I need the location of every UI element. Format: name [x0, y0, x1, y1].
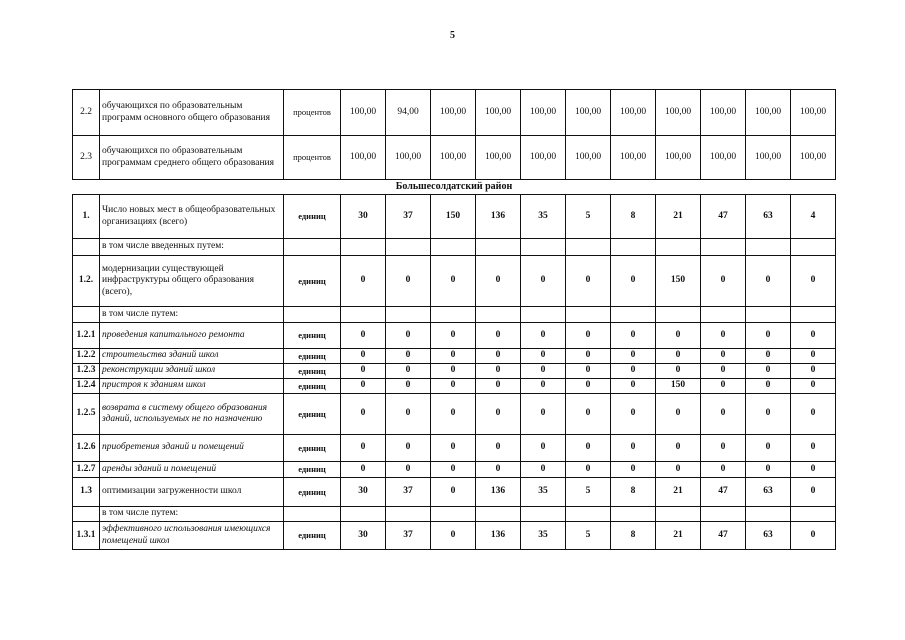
value-cell: 0 — [341, 462, 386, 478]
indicator-table-top — [72, 89, 836, 180]
value-cell: 100,00 — [341, 136, 386, 180]
indicator-name-cell: аренды зданий и помещений — [100, 462, 284, 478]
value-cell: 0 — [746, 379, 791, 394]
value-cell: 5 — [566, 195, 611, 239]
value-cell: 100,00 — [341, 90, 386, 136]
value-cell: 0 — [701, 462, 746, 478]
row-number-cell — [73, 307, 100, 323]
value-cell — [431, 507, 476, 522]
table-row — [73, 136, 836, 180]
value-cell: 0 — [746, 435, 791, 462]
value-cell — [656, 507, 701, 522]
value-cell: 100,00 — [656, 136, 701, 180]
unit-cell: единиц — [284, 379, 341, 394]
value-cell: 0 — [701, 364, 746, 379]
value-cell: 100,00 — [431, 90, 476, 136]
value-cell — [701, 507, 746, 522]
value-cell: 0 — [521, 462, 566, 478]
value-cell: 8 — [611, 195, 656, 239]
value-cell: 0 — [476, 364, 521, 379]
value-cell: 100,00 — [476, 136, 521, 180]
value-cell — [656, 307, 701, 323]
value-cell: 0 — [341, 256, 386, 307]
row-number-cell: 1. — [73, 195, 100, 239]
value-cell: 0 — [746, 462, 791, 478]
value-cell: 100,00 — [431, 136, 476, 180]
value-cell: 0 — [611, 379, 656, 394]
value-cell: 100,00 — [701, 90, 746, 136]
unit-cell — [284, 307, 341, 323]
value-cell — [386, 507, 431, 522]
table-row — [73, 507, 836, 522]
row-number-cell: 1.2. — [73, 256, 100, 307]
value-cell — [746, 307, 791, 323]
table-row — [73, 90, 836, 136]
value-cell — [521, 307, 566, 323]
value-cell — [341, 239, 386, 256]
value-cell: 100,00 — [746, 90, 791, 136]
value-cell: 100,00 — [386, 136, 431, 180]
table-row — [73, 462, 836, 478]
value-cell: 0 — [386, 462, 431, 478]
value-cell: 100,00 — [656, 90, 701, 136]
table-row — [73, 323, 836, 349]
value-cell — [701, 307, 746, 323]
indicator-name-cell: строительства зданий школ — [100, 349, 284, 364]
indicator-name-cell: реконструкции зданий школ — [100, 364, 284, 379]
table-row — [73, 364, 836, 379]
indicator-name-cell: обучающихся по образовательным программ основного общего образования — [100, 90, 284, 136]
value-cell — [341, 307, 386, 323]
value-cell — [746, 239, 791, 256]
row-number-cell: 2.2 — [73, 90, 100, 136]
value-cell: 37 — [386, 195, 431, 239]
value-cell: 100,00 — [791, 90, 836, 136]
value-cell — [431, 307, 476, 323]
row-number-cell: 1.2.6 — [73, 435, 100, 462]
value-cell: 0 — [341, 379, 386, 394]
table-row — [73, 435, 836, 462]
value-cell: 21 — [656, 195, 701, 239]
value-cell: 0 — [611, 394, 656, 435]
value-cell: 0 — [566, 349, 611, 364]
value-cell: 0 — [566, 364, 611, 379]
indicator-name-cell: модернизации существующей инфраструктуры общего образования (всего), — [100, 256, 284, 307]
value-cell: 0 — [746, 349, 791, 364]
value-cell: 0 — [611, 435, 656, 462]
value-cell: 0 — [791, 323, 836, 349]
row-number-cell: 1.2.4 — [73, 379, 100, 394]
value-cell: 0 — [791, 478, 836, 507]
unit-cell: единиц — [284, 364, 341, 379]
value-cell: 0 — [566, 323, 611, 349]
value-cell: 0 — [386, 256, 431, 307]
value-cell: 0 — [701, 323, 746, 349]
value-cell: 0 — [476, 349, 521, 364]
value-cell: 0 — [521, 435, 566, 462]
value-cell: 100,00 — [611, 136, 656, 180]
value-cell: 150 — [656, 379, 701, 394]
value-cell: 21 — [656, 522, 701, 550]
value-cell: 0 — [341, 364, 386, 379]
indicator-table-region — [72, 194, 836, 550]
value-cell: 0 — [386, 435, 431, 462]
indicator-name-cell: приобретения зданий и помещений — [100, 435, 284, 462]
unit-cell: единиц — [284, 478, 341, 507]
value-cell — [791, 307, 836, 323]
value-cell: 0 — [656, 394, 701, 435]
value-cell: 0 — [791, 522, 836, 550]
value-cell — [701, 239, 746, 256]
value-cell: 0 — [386, 394, 431, 435]
value-cell: 0 — [611, 349, 656, 364]
value-cell — [611, 239, 656, 256]
value-cell: 0 — [656, 364, 701, 379]
unit-cell: процентов — [284, 136, 341, 180]
value-cell: 0 — [521, 323, 566, 349]
value-cell: 0 — [386, 349, 431, 364]
value-cell: 0 — [386, 379, 431, 394]
indicator-name-cell: обучающихся по образовательным программам среднего общего образования — [100, 136, 284, 180]
value-cell: 0 — [521, 394, 566, 435]
value-cell: 0 — [791, 379, 836, 394]
value-cell: 0 — [341, 435, 386, 462]
value-cell: 0 — [476, 435, 521, 462]
unit-cell: единиц — [284, 394, 341, 435]
row-number-cell: 1.2.5 — [73, 394, 100, 435]
indicator-name-cell: эффективного использования имеющихся помещений школ — [100, 522, 284, 550]
value-cell: 0 — [701, 379, 746, 394]
value-cell: 47 — [701, 478, 746, 507]
value-cell — [431, 239, 476, 256]
value-cell — [521, 507, 566, 522]
value-cell — [611, 307, 656, 323]
value-cell: 0 — [431, 462, 476, 478]
value-cell: 35 — [521, 478, 566, 507]
value-cell — [476, 507, 521, 522]
value-cell: 4 — [791, 195, 836, 239]
unit-cell: единиц — [284, 256, 341, 307]
row-number-cell: 1.2.7 — [73, 462, 100, 478]
value-cell — [476, 307, 521, 323]
value-cell: 8 — [611, 478, 656, 507]
value-cell — [386, 307, 431, 323]
value-cell: 0 — [431, 522, 476, 550]
table-row — [73, 256, 836, 307]
value-cell: 0 — [791, 349, 836, 364]
value-cell: 63 — [746, 195, 791, 239]
value-cell: 0 — [746, 323, 791, 349]
value-cell: 63 — [746, 522, 791, 550]
value-cell: 100,00 — [521, 90, 566, 136]
row-number-cell: 1.2.3 — [73, 364, 100, 379]
value-cell: 0 — [611, 364, 656, 379]
unit-cell — [284, 507, 341, 522]
value-cell: 0 — [791, 256, 836, 307]
value-cell: 5 — [566, 522, 611, 550]
value-cell: 0 — [431, 349, 476, 364]
value-cell: 0 — [431, 478, 476, 507]
value-cell — [341, 507, 386, 522]
table-row — [73, 478, 836, 507]
indicator-name-cell: Число новых мест в общеобразовательных организациях (всего) — [100, 195, 284, 239]
value-cell: 0 — [521, 364, 566, 379]
value-cell: 0 — [701, 394, 746, 435]
value-cell: 0 — [611, 462, 656, 478]
value-cell: 0 — [476, 256, 521, 307]
row-number-cell: 1.2.1 — [73, 323, 100, 349]
value-cell: 63 — [746, 478, 791, 507]
value-cell: 100,00 — [521, 136, 566, 180]
value-cell: 0 — [566, 379, 611, 394]
value-cell: 35 — [521, 522, 566, 550]
row-number-cell: 1.2.2 — [73, 349, 100, 364]
indicator-name-cell: в том числе путем: — [100, 507, 284, 522]
value-cell: 0 — [341, 323, 386, 349]
value-cell: 0 — [791, 462, 836, 478]
value-cell: 0 — [746, 256, 791, 307]
value-cell: 35 — [521, 195, 566, 239]
value-cell: 0 — [611, 256, 656, 307]
indicator-name-cell: в том числе путем: — [100, 307, 284, 323]
value-cell: 100,00 — [611, 90, 656, 136]
value-cell: 100,00 — [476, 90, 521, 136]
value-cell: 100,00 — [566, 136, 611, 180]
row-number-cell: 2.3 — [73, 136, 100, 180]
unit-cell: процентов — [284, 90, 341, 136]
table-row — [73, 394, 836, 435]
value-cell: 0 — [791, 435, 836, 462]
table-row — [73, 239, 836, 256]
indicator-name-cell: проведения капитального ремонта — [100, 323, 284, 349]
value-cell — [566, 307, 611, 323]
value-cell: 136 — [476, 195, 521, 239]
row-number-cell: 1.3.1 — [73, 522, 100, 550]
value-cell: 47 — [701, 195, 746, 239]
value-cell: 100,00 — [791, 136, 836, 180]
value-cell: 0 — [431, 394, 476, 435]
value-cell: 0 — [386, 364, 431, 379]
value-cell: 100,00 — [566, 90, 611, 136]
value-cell: 0 — [566, 435, 611, 462]
value-cell: 0 — [341, 349, 386, 364]
table-row — [73, 522, 836, 550]
value-cell: 150 — [431, 195, 476, 239]
value-cell — [791, 507, 836, 522]
value-cell: 0 — [656, 349, 701, 364]
indicator-name-cell: возврата в систему общего образования зданий, используемых не по назначению — [100, 394, 284, 435]
value-cell: 0 — [656, 323, 701, 349]
value-cell: 0 — [746, 364, 791, 379]
row-number-cell — [73, 507, 100, 522]
table-row — [73, 379, 836, 394]
value-cell: 0 — [746, 394, 791, 435]
value-cell: 30 — [341, 522, 386, 550]
value-cell: 0 — [791, 364, 836, 379]
value-cell: 5 — [566, 478, 611, 507]
value-cell: 0 — [476, 379, 521, 394]
unit-cell: единиц — [284, 435, 341, 462]
value-cell — [386, 239, 431, 256]
value-cell: 0 — [431, 323, 476, 349]
value-cell — [476, 239, 521, 256]
value-cell — [611, 507, 656, 522]
value-cell — [656, 239, 701, 256]
value-cell: 0 — [521, 256, 566, 307]
value-cell: 37 — [386, 522, 431, 550]
value-cell: 0 — [476, 394, 521, 435]
value-cell: 0 — [476, 462, 521, 478]
value-cell: 0 — [521, 379, 566, 394]
value-cell: 0 — [566, 462, 611, 478]
value-cell: 21 — [656, 478, 701, 507]
value-cell: 0 — [431, 256, 476, 307]
page-number: 5 — [450, 30, 455, 41]
value-cell: 0 — [476, 323, 521, 349]
value-cell: 30 — [341, 478, 386, 507]
value-cell: 0 — [566, 256, 611, 307]
row-number-cell: 1.3 — [73, 478, 100, 507]
value-cell — [566, 507, 611, 522]
unit-cell — [284, 239, 341, 256]
value-cell: 136 — [476, 522, 521, 550]
value-cell: 0 — [656, 435, 701, 462]
value-cell: 100,00 — [746, 136, 791, 180]
value-cell: 8 — [611, 522, 656, 550]
value-cell: 0 — [566, 394, 611, 435]
value-cell: 0 — [521, 349, 566, 364]
indicator-name-cell: оптимизации загруженности школ — [100, 478, 284, 507]
value-cell: 0 — [431, 379, 476, 394]
value-cell: 0 — [656, 462, 701, 478]
unit-cell: единиц — [284, 323, 341, 349]
indicator-name-cell: в том числе введенных путем: — [100, 239, 284, 256]
row-number-cell — [73, 239, 100, 256]
indicator-name-cell: пристроя к зданиям школ — [100, 379, 284, 394]
table-row — [73, 307, 836, 323]
value-cell — [521, 239, 566, 256]
value-cell: 136 — [476, 478, 521, 507]
value-cell: 47 — [701, 522, 746, 550]
value-cell: 37 — [386, 478, 431, 507]
value-cell — [791, 239, 836, 256]
unit-cell: единиц — [284, 462, 341, 478]
table-row — [73, 349, 836, 364]
value-cell: 100,00 — [701, 136, 746, 180]
value-cell: 30 — [341, 195, 386, 239]
value-cell: 0 — [701, 435, 746, 462]
value-cell: 0 — [611, 323, 656, 349]
value-cell: 0 — [791, 394, 836, 435]
value-cell: 0 — [431, 364, 476, 379]
value-cell — [746, 507, 791, 522]
value-cell: 0 — [431, 435, 476, 462]
value-cell: 0 — [701, 349, 746, 364]
value-cell — [566, 239, 611, 256]
value-cell: 0 — [701, 256, 746, 307]
unit-cell: единиц — [284, 349, 341, 364]
value-cell: 0 — [386, 323, 431, 349]
value-cell: 94,00 — [386, 90, 431, 136]
table-row — [73, 195, 836, 239]
value-cell: 0 — [341, 394, 386, 435]
unit-cell: единиц — [284, 522, 341, 550]
unit-cell: единиц — [284, 195, 341, 239]
region-heading: Большесолдатский район — [395, 181, 513, 192]
value-cell: 150 — [656, 256, 701, 307]
